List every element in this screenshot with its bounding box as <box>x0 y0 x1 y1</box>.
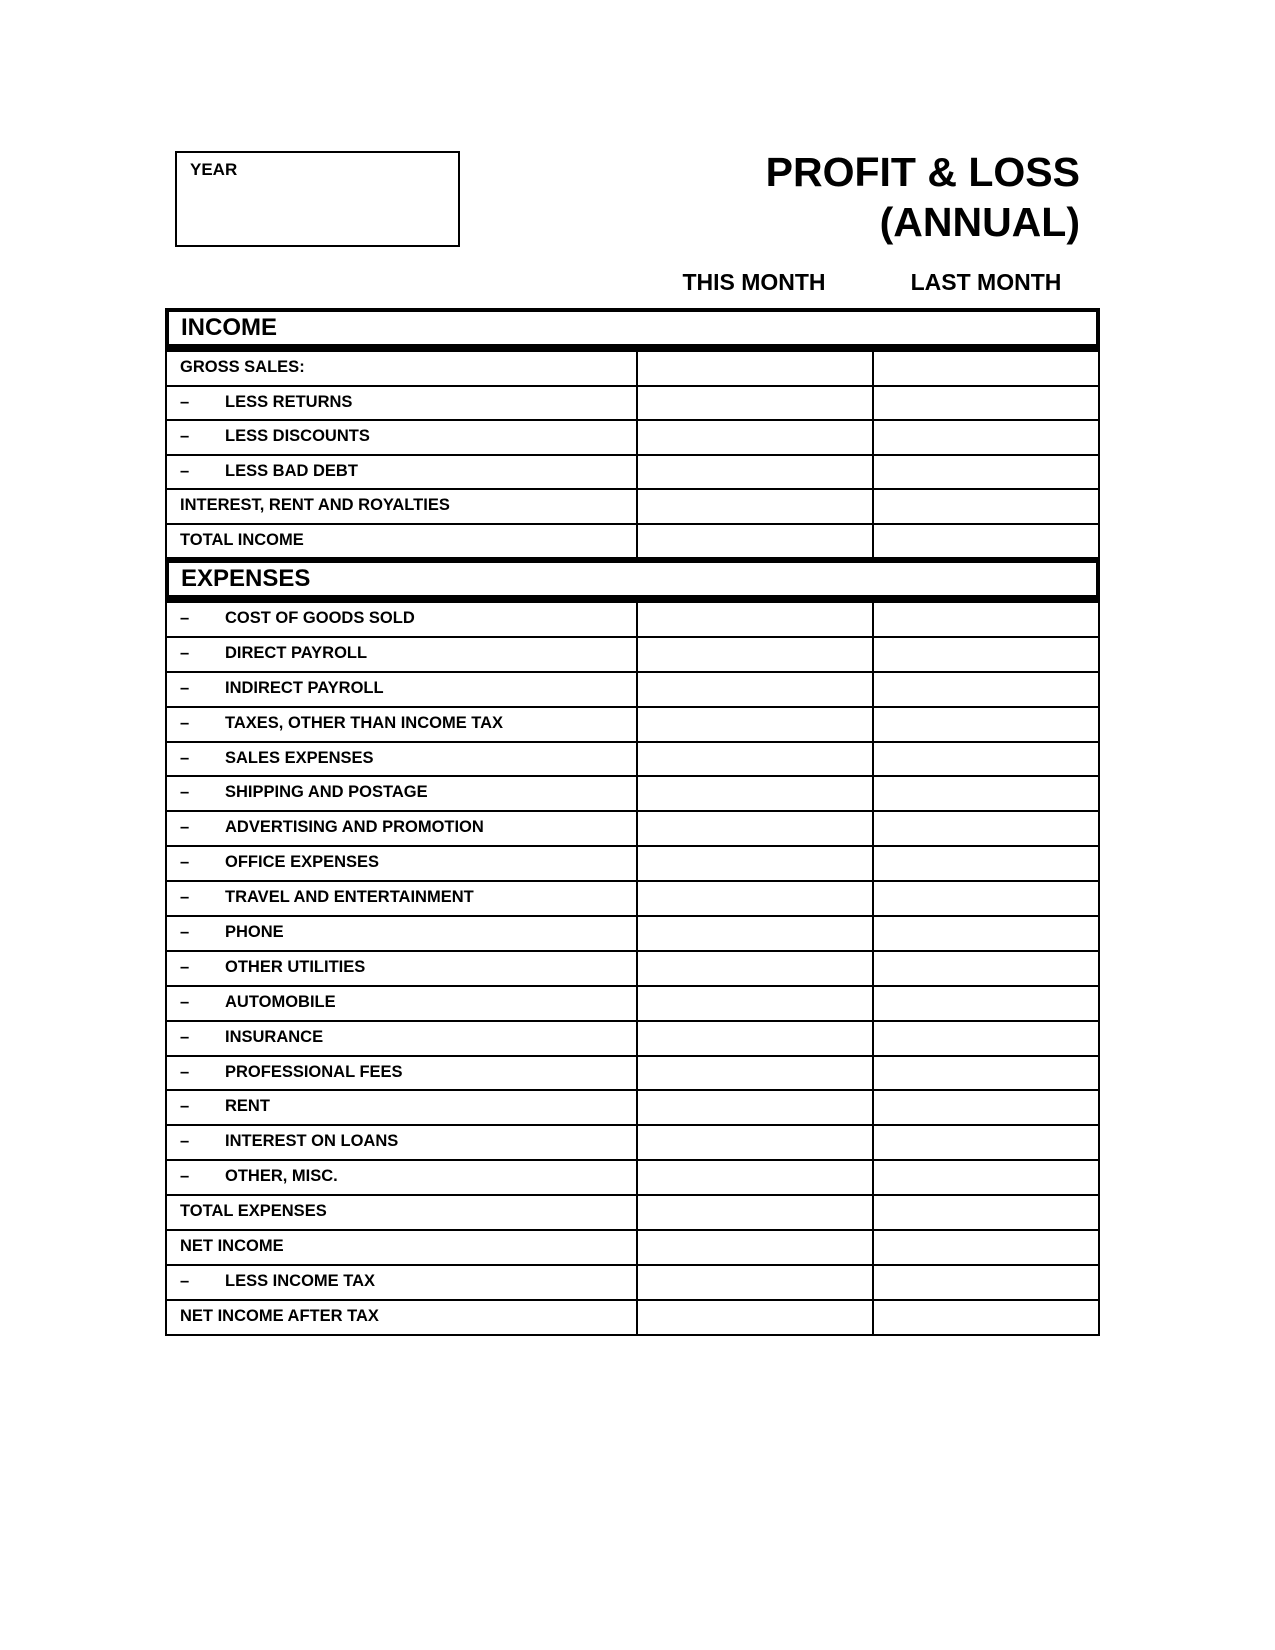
last-month-cell[interactable] <box>872 882 1098 915</box>
row-label <box>167 987 636 1020</box>
minus-prefix: – <box>180 427 190 445</box>
table-row <box>167 1196 1098 1231</box>
row-label <box>167 1301 636 1334</box>
minus-prefix: – <box>180 643 190 662</box>
row-label <box>167 777 636 810</box>
last-month-cell[interactable] <box>872 1091 1098 1124</box>
row-label <box>167 708 636 741</box>
this-month-cell[interactable] <box>636 1091 872 1124</box>
last-month-cell[interactable] <box>872 490 1098 523</box>
last-month-cell[interactable] <box>872 456 1098 489</box>
last-month-cell[interactable] <box>872 917 1098 950</box>
row-label <box>167 1231 636 1264</box>
last-month-cell[interactable] <box>872 525 1098 558</box>
this-month-cell[interactable] <box>636 1266 872 1299</box>
last-month-cell[interactable] <box>872 1126 1098 1159</box>
minus-prefix: – <box>180 853 190 872</box>
table-row <box>167 421 1098 456</box>
row-label-text: OTHER, MISC. <box>225 1167 338 1186</box>
this-month-cell[interactable] <box>636 777 872 810</box>
row-label-text: LESS INCOME TAX <box>225 1271 376 1290</box>
table-row <box>167 917 1098 952</box>
row-label <box>167 603 636 636</box>
table-row <box>167 1301 1098 1336</box>
minus-prefix: – <box>180 957 190 976</box>
row-label <box>167 743 636 776</box>
minus-prefix: – <box>180 1097 190 1116</box>
row-label-text: INTEREST ON LOANS <box>225 1132 399 1151</box>
minus-prefix: – <box>180 1271 190 1290</box>
row-label-text: NET INCOME AFTER TAX <box>180 1306 379 1325</box>
row-label <box>167 490 636 523</box>
table-row <box>167 987 1098 1022</box>
table-row <box>167 525 1098 560</box>
row-label-text: TRAVEL AND ENTERTAINMENT <box>225 888 474 907</box>
minus-prefix: – <box>180 609 190 627</box>
row-label-text: INTEREST, RENT AND ROYALTIES <box>180 496 450 514</box>
table-row <box>167 490 1098 525</box>
this-month-cell[interactable] <box>636 456 872 489</box>
row-label-text: DIRECT PAYROLL <box>225 643 368 662</box>
table-row <box>167 603 1098 638</box>
this-month-cell[interactable] <box>636 917 872 950</box>
last-month-cell[interactable] <box>872 812 1098 845</box>
page-title-line2: (ANNUAL) <box>879 199 1080 245</box>
this-month-cell[interactable] <box>636 1022 872 1055</box>
row-label <box>167 1161 636 1194</box>
this-month-cell[interactable] <box>636 673 872 706</box>
row-label <box>167 1057 636 1090</box>
year-input-area[interactable] <box>190 180 450 240</box>
minus-prefix: – <box>180 678 190 697</box>
this-month-cell[interactable] <box>636 1126 872 1159</box>
minus-prefix: – <box>180 783 190 802</box>
last-month-cell[interactable] <box>872 952 1098 985</box>
this-month-cell[interactable] <box>636 421 872 454</box>
page-title-line1: PROFIT & LOSS <box>765 149 1080 195</box>
row-label-text: SALES EXPENSES <box>225 748 374 767</box>
row-label <box>167 1266 636 1299</box>
table-row <box>167 1126 1098 1161</box>
last-month-cell[interactable] <box>872 743 1098 776</box>
last-month-cell[interactable] <box>872 673 1098 706</box>
this-month-cell[interactable] <box>636 847 872 880</box>
year-label: YEAR <box>190 160 238 179</box>
pl-table <box>165 308 1100 1336</box>
last-month-cell[interactable] <box>872 421 1098 454</box>
this-month-cell[interactable] <box>636 1301 872 1334</box>
last-month-cell[interactable] <box>872 603 1098 636</box>
row-label-text: TAXES, OTHER THAN INCOME TAX <box>225 713 504 732</box>
row-label-text: COST OF GOODS SOLD <box>225 609 415 627</box>
row-label <box>167 525 636 558</box>
table-row <box>167 638 1098 673</box>
last-month-cell[interactable] <box>872 352 1098 385</box>
last-month-cell[interactable] <box>872 1231 1098 1264</box>
last-month-cell[interactable] <box>872 987 1098 1020</box>
table-row <box>167 352 1098 387</box>
row-label-text: SHIPPING AND POSTAGE <box>225 783 428 802</box>
row-label <box>167 387 636 420</box>
row-label-text: ADVERTISING AND PROMOTION <box>225 818 484 837</box>
row-label-text: TOTAL INCOME <box>180 530 304 549</box>
row-label-text: PHONE <box>225 923 284 942</box>
this-month-cell[interactable] <box>636 882 872 915</box>
last-month-cell[interactable] <box>872 387 1098 420</box>
row-label-text: PROFESSIONAL FEES <box>225 1062 403 1081</box>
minus-prefix: – <box>180 392 190 411</box>
row-label-text: RENT <box>225 1097 270 1116</box>
row-label <box>167 952 636 985</box>
table-row <box>167 387 1098 422</box>
last-month-cell[interactable] <box>872 708 1098 741</box>
table-row <box>167 812 1098 847</box>
this-month-cell[interactable] <box>636 387 872 420</box>
this-month-cell[interactable] <box>636 952 872 985</box>
section-header-income: INCOME <box>165 308 1100 352</box>
column-header-last-month: LAST MONTH <box>910 269 1062 295</box>
last-month-cell[interactable] <box>872 1266 1098 1299</box>
table-row <box>167 1091 1098 1126</box>
last-month-cell[interactable] <box>872 1196 1098 1229</box>
last-month-cell[interactable] <box>872 638 1098 671</box>
row-label <box>167 882 636 915</box>
minus-prefix: – <box>180 1062 190 1081</box>
section-header-expenses: EXPENSES <box>165 559 1100 603</box>
this-month-cell[interactable] <box>636 708 872 741</box>
row-label-text: LESS RETURNS <box>225 392 353 411</box>
row-label <box>167 421 636 454</box>
row-label-text: GROSS SALES: <box>180 358 305 376</box>
row-label-text: INDIRECT PAYROLL <box>225 678 384 697</box>
row-label <box>167 638 636 671</box>
this-month-cell[interactable] <box>636 1231 872 1264</box>
this-month-cell[interactable] <box>636 743 872 776</box>
row-label <box>167 1091 636 1124</box>
minus-prefix: – <box>180 461 190 480</box>
row-label <box>167 352 636 385</box>
last-month-cell[interactable] <box>872 1022 1098 1055</box>
minus-prefix: – <box>180 713 190 732</box>
table-row <box>167 456 1098 491</box>
last-month-cell[interactable] <box>872 847 1098 880</box>
last-month-cell[interactable] <box>872 777 1098 810</box>
table-row <box>167 882 1098 917</box>
minus-prefix: – <box>180 992 190 1011</box>
year-box[interactable] <box>175 151 460 247</box>
row-label-text: TOTAL EXPENSES <box>180 1202 327 1221</box>
row-label-text: OFFICE EXPENSES <box>225 853 380 872</box>
table-row <box>167 952 1098 987</box>
table-row <box>167 673 1098 708</box>
minus-prefix: – <box>180 1027 190 1046</box>
this-month-cell[interactable] <box>636 525 872 558</box>
table-row <box>167 1057 1098 1092</box>
row-label-text: INSURANCE <box>225 1027 324 1046</box>
row-label-text: OTHER UTILITIES <box>225 957 366 976</box>
row-label <box>167 917 636 950</box>
minus-prefix: – <box>180 1167 190 1186</box>
table-row <box>167 1231 1098 1266</box>
row-label <box>167 812 636 845</box>
this-month-cell[interactable] <box>636 1057 872 1090</box>
minus-prefix: – <box>180 888 190 907</box>
row-label-text: LESS DISCOUNTS <box>225 427 370 445</box>
minus-prefix: – <box>180 923 190 942</box>
this-month-cell[interactable] <box>636 1161 872 1194</box>
this-month-cell[interactable] <box>636 987 872 1020</box>
table-row <box>167 1022 1098 1057</box>
this-month-cell[interactable] <box>636 490 872 523</box>
last-month-cell[interactable] <box>872 1161 1098 1194</box>
minus-prefix: – <box>180 818 190 837</box>
table-row <box>167 777 1098 812</box>
this-month-cell[interactable] <box>636 1196 872 1229</box>
this-month-cell[interactable] <box>636 812 872 845</box>
last-month-cell[interactable] <box>872 1301 1098 1334</box>
this-month-cell[interactable] <box>636 638 872 671</box>
minus-prefix: – <box>180 748 190 767</box>
row-label-text: AUTOMOBILE <box>225 992 336 1011</box>
minus-prefix: – <box>180 1132 190 1151</box>
page-title <box>766 147 1080 247</box>
row-label <box>167 1196 636 1229</box>
row-label <box>167 847 636 880</box>
this-month-cell[interactable] <box>636 603 872 636</box>
table-row <box>167 1161 1098 1196</box>
row-label <box>167 673 636 706</box>
column-header-this-month: THIS MONTH <box>682 269 826 295</box>
last-month-cell[interactable] <box>872 1057 1098 1090</box>
row-label <box>167 1022 636 1055</box>
table-row <box>167 1266 1098 1301</box>
row-label <box>167 1126 636 1159</box>
this-month-cell[interactable] <box>636 352 872 385</box>
table-row <box>167 708 1098 743</box>
table-row <box>167 743 1098 778</box>
table-row <box>167 847 1098 882</box>
row-label-text: LESS BAD DEBT <box>225 461 358 480</box>
row-label-text: NET INCOME <box>180 1237 284 1256</box>
row-label <box>167 456 636 489</box>
